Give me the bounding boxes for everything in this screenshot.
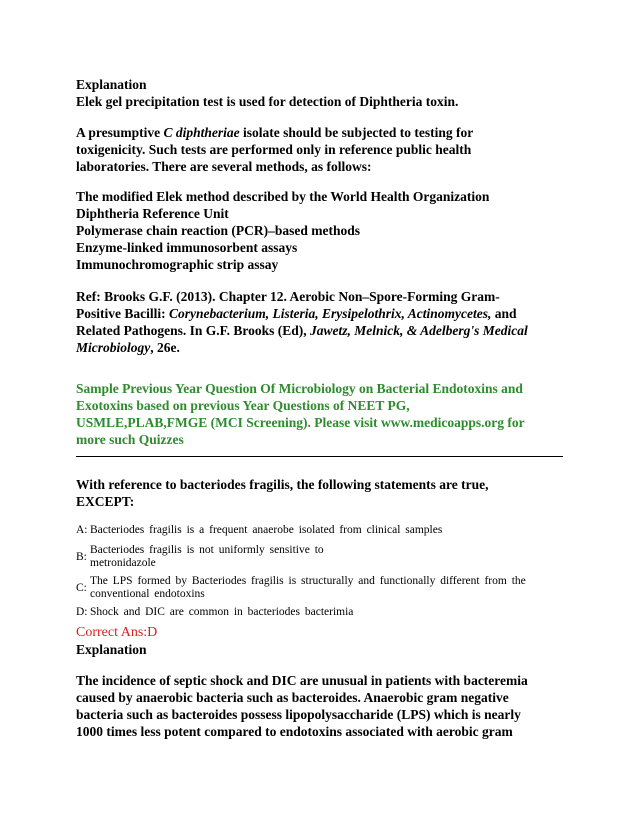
reference-block xyxy=(76,288,576,356)
option-b-label: B: xyxy=(76,551,87,563)
promo-line: Exotoxins based on previous Year Questions of NEET PG, xyxy=(76,398,410,413)
option-c-text-1: The LPS formed by Bacteriodes fragilis is structurally and functionally different from the xyxy=(90,575,526,587)
promo-line: Sample Previous Year Question Of Microbiology on Bacterial Endotoxins and xyxy=(76,381,523,396)
method-item: Enzyme-linked immunosorbent assays xyxy=(76,240,298,255)
promo-block xyxy=(76,380,576,448)
explanation-heading: Explanation xyxy=(76,77,147,92)
explanation-text: Elek gel precipitation test is used for detection of Diphtheria toxin. xyxy=(76,94,459,109)
reference-line-1: Ref: Brooks G.F. (2013). Chapter 12. Aerobic Non–Spore-Forming Gram- xyxy=(76,289,500,304)
explanation-line: caused by anaerobic bacteria such as bacteroides. Anaerobic gram negative xyxy=(76,690,509,705)
method-item: Polymerase chain reaction (PCR)–based methods xyxy=(76,223,360,238)
paragraph-line-1: A presumptive C diphtheriae isolate should be subjected to testing for xyxy=(76,125,474,140)
method-item: Diphtheria Reference Unit xyxy=(76,206,229,221)
explanation-block-2 xyxy=(76,672,576,740)
option-d-text: Shock and DIC are common in bacteriodes bacterimia xyxy=(90,606,354,618)
explanation-block-1 xyxy=(76,76,576,110)
option-c-text-2: conventional endotoxins xyxy=(90,588,205,600)
option-d-label: D: xyxy=(76,606,88,618)
reference-line-4: Microbiology, 26e. xyxy=(76,340,180,355)
question-block xyxy=(76,476,576,510)
option-b-text-1: Bacteriodes fragilis is not uniformly sensitive to xyxy=(90,544,324,556)
option-a-label: A: xyxy=(76,524,88,536)
explanation-line: The incidence of septic shock and DIC are unusual in patients with bacteremia xyxy=(76,673,528,688)
explanation-line: bacteria such as bacteroides possess lipopolysaccharide (LPS) which is nearly xyxy=(76,707,521,722)
promo-line: more such Quizzes xyxy=(76,432,184,447)
question-line-1: With reference to bacteriodes fragilis, the following statements are true, xyxy=(76,477,489,492)
option-b-text-2: metronidazole xyxy=(90,557,156,569)
method-item: The modified Elek method described by the World Health Organization xyxy=(76,189,490,204)
question-line-2: EXCEPT: xyxy=(76,494,135,509)
paragraph-line-3: laboratories. There are several methods, as follows: xyxy=(76,159,372,174)
promo-line: USMLE,PLAB,FMGE (MCI Screening). Please visit www.medicoapps.org for xyxy=(76,415,525,430)
reference-line-3: Related Pathogens. In G.F. Brooks (Ed), Jawetz, Melnick, & Adelberg's Medical xyxy=(76,323,528,338)
correct-answer: Correct Ans:D xyxy=(76,625,158,640)
methods-list xyxy=(76,188,576,273)
explanation-line: 1000 times less potent compared to endotoxins associated with aerobic gram xyxy=(76,724,513,739)
reference-line-2: Positive Bacilli: Corynebacterium, Listeria, Erysipelothrix, Actinomycetes, and xyxy=(76,306,517,321)
presumptive-paragraph xyxy=(76,124,576,175)
method-item: Immunochromographic strip assay xyxy=(76,257,279,272)
option-c-label: C: xyxy=(76,582,87,594)
explanation-heading-2: Explanation xyxy=(76,642,147,657)
section-divider xyxy=(76,456,563,457)
paragraph-line-2: toxigenicity. Such tests are performed only in reference public health xyxy=(76,142,472,157)
option-a-text: Bacteriodes fragilis is a frequent anaerobe isolated from clinical samples xyxy=(90,524,443,536)
